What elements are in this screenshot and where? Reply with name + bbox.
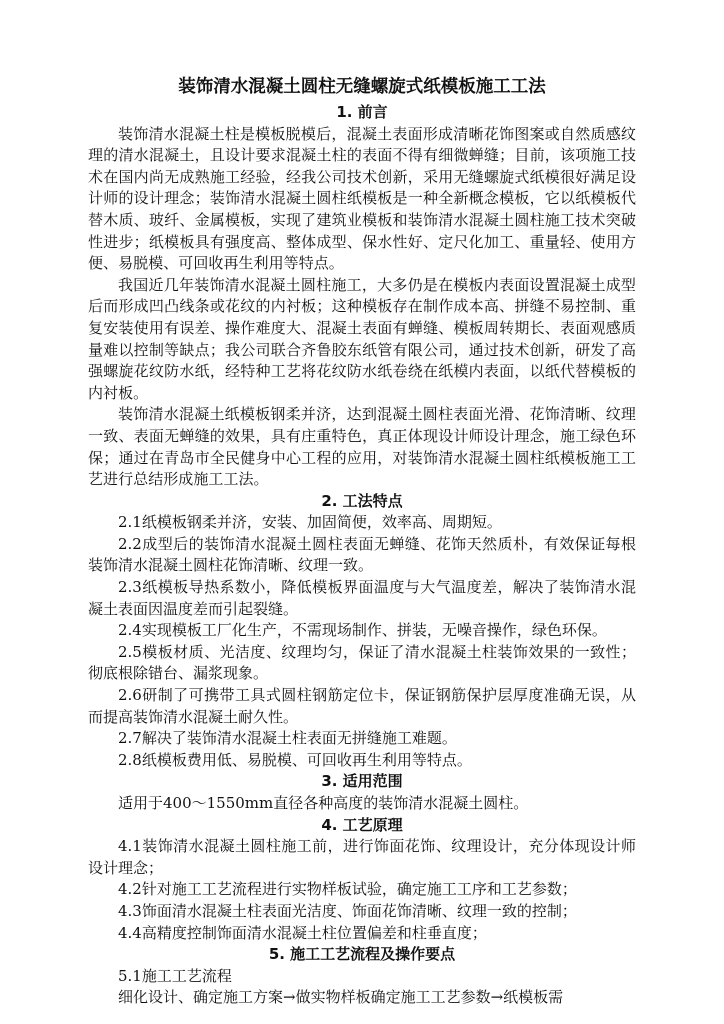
list-item: 2.6研制了可携带工具式圆柱钢筋定位卡，保证钢筋保护层厚度准确无误，从而提高装饰清水混凝土耐久性。 (88, 686, 636, 726)
list-item: 4.4高精度控制饰面清水混凝土柱位置偏差和柱垂直度； (118, 923, 487, 942)
section-process (88, 944, 636, 1009)
section-heading: 1. 前言 (336, 103, 388, 121)
list-item: 4.3饰面清水混凝土柱表面光洁度、饰面花饰清晰、纹理一致的控制； (118, 901, 577, 920)
list-item: 2.8纸模板费用低、易脱模、可回收再生利用等特点。 (118, 750, 472, 769)
list-item: 2.4实现模板工厂化生产，不需现场制作、拼装，无噪音操作，绿色环保。 (118, 621, 607, 640)
list-item: 2.1纸模板钢柔并济，安装、加固简便，效率高、周期短。 (118, 513, 502, 532)
body-paragraph: 装饰清水混凝土纸模板钢柔并济，达到混凝土圆柱表面光滑、花饰清晰、纹理一致、表面无蝉缝的效果，具有庄重特色，真正体现设计师设计理念，施工绿色环保；通过在青岛市全民健身中心工程的应用，对装饰清水混凝土圆柱纸模板施工工艺进行总结形成施工工法。 (88, 405, 636, 489)
body-paragraph: 细化设计、确定施工方案→做实物样板确定施工工艺参数→纸模板需 (118, 988, 564, 1007)
body-paragraph: 装饰清水混凝土柱是模板脱模后，混凝土表面形成清晰花饰图案或自然质感纹理的清水混凝土，且设计要求混凝土柱的表面不得有细微蝉缝；目前，该项施工技术在国内尚无成熟施工经验，经我公司技术创新，采用无缝螺旋式纸模很好满足设计师的设计理念；装饰清水混凝土圆柱纸模板是一种全新概念模板，它以纸模板代替木质、玻纤、金属模板，实现了建筑业模板和装饰清水混凝土圆柱施工技术突破性进步；纸模板具有强度高、整体成型、保水性好、定尺化加工、重量轻、使用方便、易脱模、可回收再生利用等特点。 (88, 124, 636, 273)
section-heading: 3. 适用范围 (321, 772, 403, 791)
list-item: 2.3纸模板导热系数小，降低模板界面温度与大气温度差，解决了装饰清水混凝土表面因温度差而引起裂缝。 (88, 578, 636, 618)
body-paragraph: 适用于400～1550mm直径各种高度的装饰清水混凝土圆柱。 (118, 794, 529, 812)
list-item: 4.2针对施工工艺流程进行实物样板试验，确定施工工序和工艺参数； (118, 880, 577, 899)
section-scope (88, 771, 636, 814)
list-item: 5.1施工工艺流程 (118, 966, 232, 985)
document-title: 装饰清水混凝土圆柱无缝螺旋式纸模板施工工法 (178, 77, 546, 97)
section-heading: 2. 工法特点 (321, 491, 403, 510)
section-heading: 4. 工艺原理 (321, 815, 403, 834)
list-item: 2.7解决了装饰清水混凝土柱表面无拼缝施工难题。 (118, 729, 457, 748)
section-features (88, 491, 636, 772)
section-principle (88, 815, 636, 945)
list-item: 2.5模板材质、光洁度、纹理均匀，保证了清水混凝土柱装饰效果的一致性；彻底根除错台、漏浆现象。 (88, 642, 636, 683)
list-item: 4.1装饰清水混凝土圆柱施工前，进行饰面花饰、纹理设计，充分体现设计师设计理念； (88, 837, 636, 877)
document-page (88, 74, 636, 1009)
section-heading: 5. 施工工艺流程及操作要点 (268, 945, 456, 964)
section-preface (88, 102, 636, 491)
body-paragraph: 我国近几年装饰清水混凝土圆柱施工，大多仍是在模板内表面设置混凝土成型后而形成凹凸线条或花纹的内衬板；这种模板存在制作成本高、拼缝不易控制、重复安装使用有误差、操作难度大、混凝土表面有蝉缝、模板周转期长、表面观感质量难以控制等缺点；我公司联合齐鲁胶东纸管有限公司，通过技术创新，研发了高强螺旋花纹防水纸，经特种工艺将花纹防水纸卷绕在纸模内表面，以纸代替模板的内衬板。 (88, 275, 636, 402)
list-item: 2.2成型后的装饰清水混凝土圆柱表面无蝉缝、花饰天然质朴，有效保证每根装饰清水混凝土圆柱花饰清晰、纹理一致。 (88, 534, 636, 575)
